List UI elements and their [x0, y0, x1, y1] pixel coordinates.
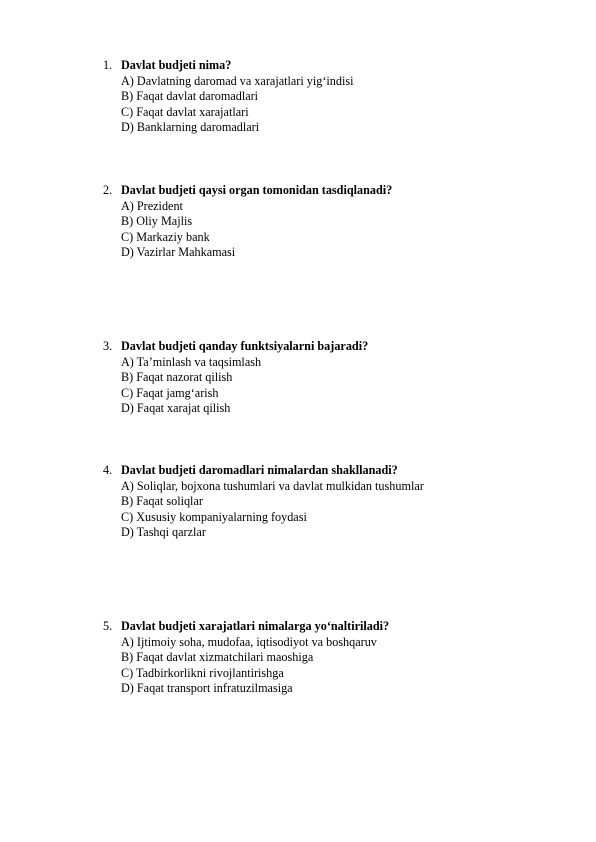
- answer-option-c: C) Faqat jamg‘arish: [121, 385, 219, 400]
- question-text: Davlat budjeti xarajatlari nimalarga yo‘naltiriladi?: [121, 619, 390, 633]
- answer-option-c: C) Xususiy kompaniyalarning foydasi: [121, 509, 307, 524]
- question-heading: [103, 463, 563, 479]
- answer-option-d: D) Faqat transport infratuzilmasiga: [121, 681, 293, 696]
- question-number: 5.: [103, 619, 113, 633]
- question-4: [103, 463, 563, 541]
- answer-option-b: B) Faqat davlat daromadlari: [121, 89, 259, 104]
- question-heading: [103, 58, 563, 74]
- answer-options: [121, 635, 563, 697]
- question-heading: [103, 183, 563, 199]
- answer-option-d: D) Tashqi qarzlar: [121, 525, 206, 540]
- question-3: [103, 339, 563, 417]
- answer-option-d: D) Vazirlar Mahkamasi: [121, 245, 236, 260]
- answer-option-a: A) Davlatning daromad va xarajatlari yig‘indisi: [121, 73, 354, 88]
- answer-option-a: A) Soliqlar, bojxona tushumlari va davlat mulkidan tushumlar: [121, 478, 424, 493]
- answer-option-b: B) Faqat davlat xizmatchilari maoshiga: [121, 650, 314, 665]
- question-text: Davlat budjeti qaysi organ tomonidan tasdiqlanadi?: [121, 183, 393, 197]
- answer-options: [121, 199, 563, 261]
- answer-option-b: B) Faqat nazorat qilish: [121, 370, 233, 385]
- answer-options: [121, 74, 563, 136]
- answer-option-b: B) Faqat soliqlar: [121, 494, 203, 509]
- question-heading: [103, 339, 563, 355]
- answer-option-c: C) Tadbirkorlikni rivojlantirishga: [121, 665, 284, 680]
- question-number: 3.: [103, 339, 113, 353]
- answer-option-b: B) Oliy Majlis: [121, 214, 193, 229]
- question-number: 1.: [103, 58, 113, 72]
- answer-option-a: A) Prezident: [121, 198, 183, 213]
- answer-option-d: D) Faqat xarajat qilish: [121, 401, 231, 416]
- question-number: 4.: [103, 463, 113, 477]
- answer-option-c: C) Faqat davlat xarajatlari: [121, 104, 249, 119]
- question-text: Davlat budjeti nima?: [121, 58, 232, 72]
- question-1: [103, 58, 563, 136]
- answer-option-c: C) Markaziy bank: [121, 229, 210, 244]
- question-text: Davlat budjeti qanday funktsiyalarni bajaradi?: [121, 339, 369, 353]
- question-number: 2.: [103, 183, 113, 197]
- answer-options: [121, 355, 563, 417]
- question-5: [103, 619, 563, 697]
- answer-option-a: A) Ta’minlash va taqsimlash: [121, 354, 262, 369]
- question-2: [103, 183, 563, 261]
- answer-option-a: A) Ijtimoiy soha, mudofaa, iqtisodiyot va boshqaruv: [121, 634, 377, 649]
- question-heading: [103, 619, 563, 635]
- question-text: Davlat budjeti daromadlari nimalardan shakllanadi?: [121, 463, 398, 477]
- answer-option-d: D) Banklarning daromadlari: [121, 120, 260, 135]
- answer-options: [121, 479, 563, 541]
